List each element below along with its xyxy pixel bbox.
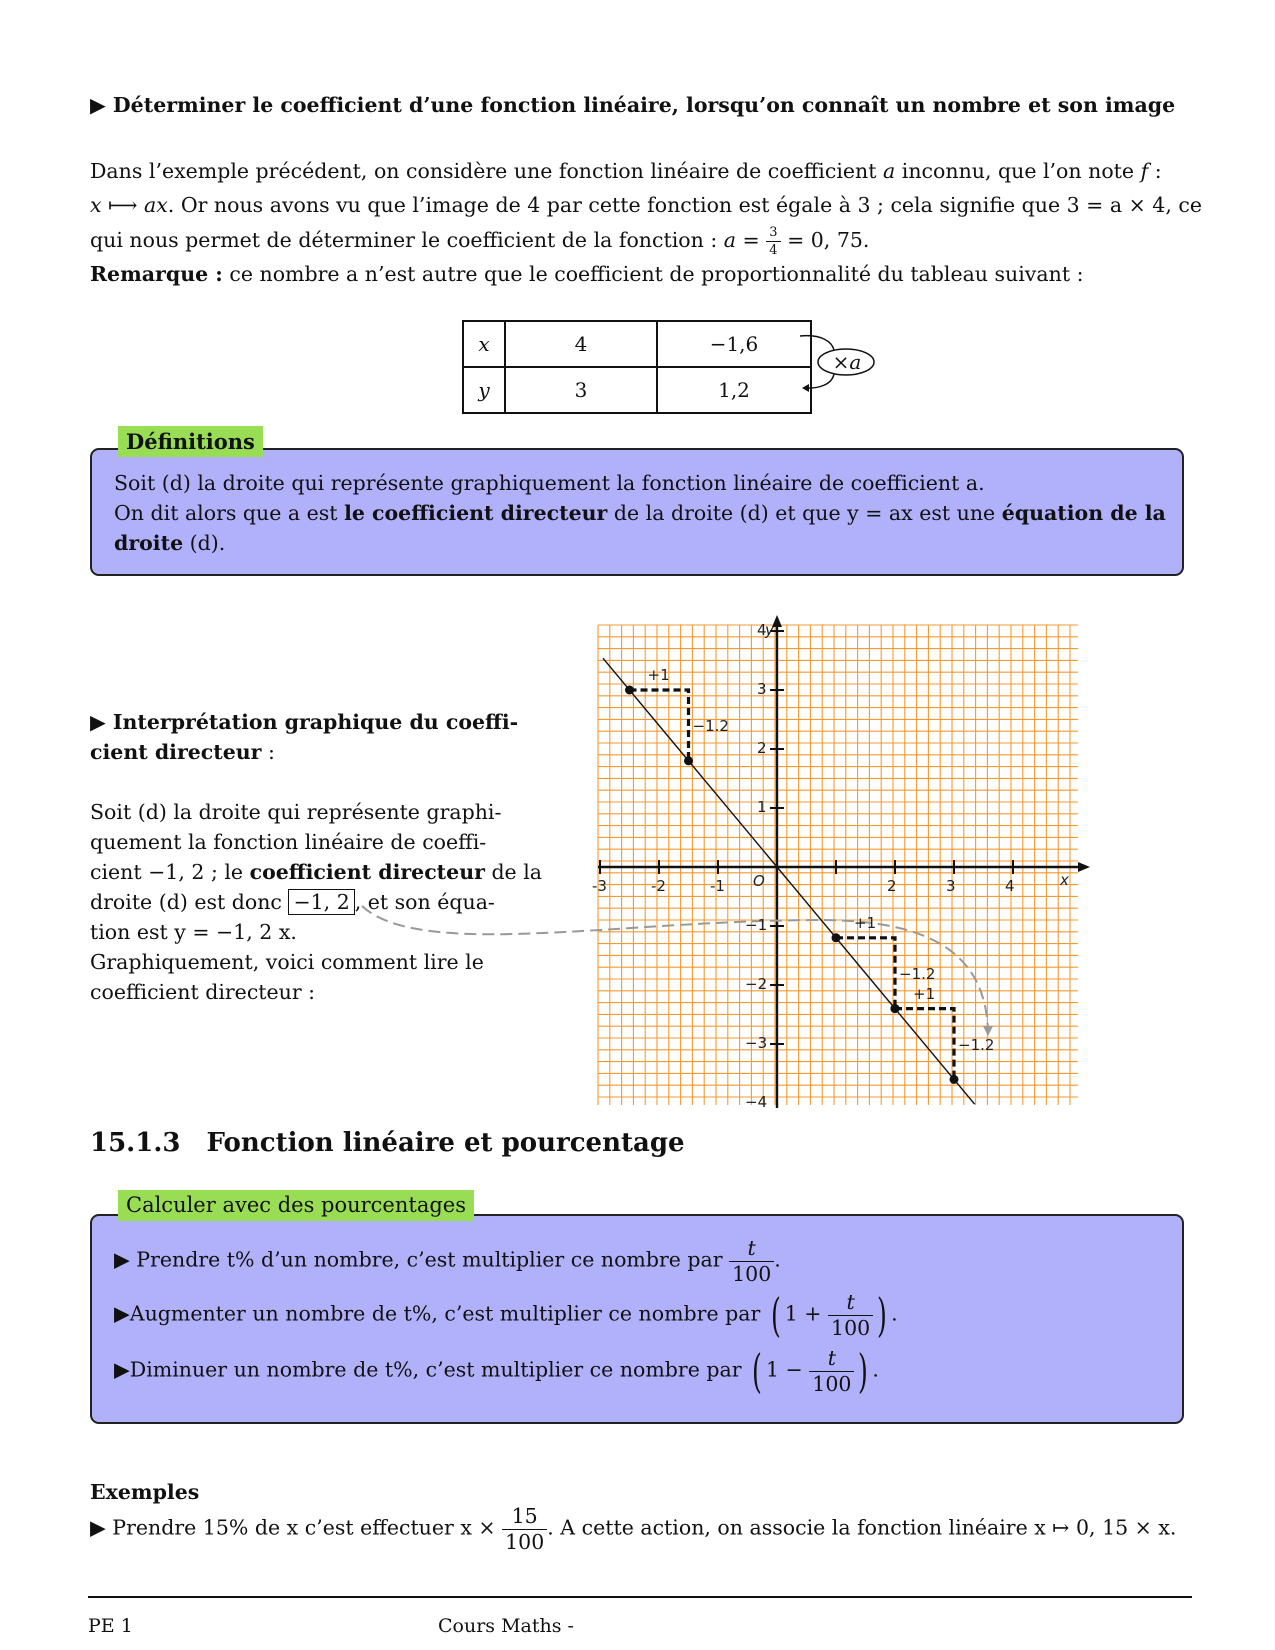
x-tick-label: 2: [887, 877, 897, 895]
x-tick-label: -3: [592, 877, 607, 895]
minus-label: −1.2: [958, 1036, 995, 1054]
fraction: $\frac{t}{100}$: [828, 1292, 873, 1338]
line-point: [950, 1075, 959, 1084]
y-tick-label: −2: [745, 975, 768, 993]
y-tick-label: −3: [745, 1034, 768, 1052]
y-tick-label: 2: [757, 739, 767, 757]
x-tick-label: 4: [1005, 877, 1015, 895]
line-point: [832, 933, 841, 942]
section-title: 15.1.3 Fonction linéaire et pourcentage: [90, 1128, 685, 1158]
percentages-box: [90, 1214, 1184, 1424]
fraction: $\frac{3}{4}$: [766, 226, 780, 257]
multiply-label: ×a: [832, 350, 862, 374]
footer-rule: [88, 1596, 1192, 1598]
y-axis-label: y: [765, 621, 774, 639]
x-axis-label: x: [1060, 871, 1069, 889]
rule-line: ▶ Prendre t% d’un nombre, c’est multiplier ce nombre par $\frac{t}{100}$ .: [114, 1236, 781, 1286]
table-row: x 4 −1,6: [463, 321, 811, 367]
plus-one-label: +1: [854, 913, 877, 932]
footer-left: PE 1: [88, 1615, 133, 1637]
triangle-bullet-icon: ▶: [90, 1515, 106, 1540]
rule-line: ▶Diminuer un nombre de t%, c’est multiplier ce nombre par ( 1 − $\frac{t}{100}$ ) .: [114, 1344, 879, 1398]
fraction: $\frac{t}{100}$: [729, 1238, 774, 1284]
remark: Remarque : ce nombre a n’est autre que le coefficient de proportionnalité du tableau suivant :: [90, 262, 1084, 286]
definition-line: Soit (d) la droite qui représente graphiquement la fonction linéaire de coefficient a.: [114, 471, 985, 495]
examples-heading: Exemples: [90, 1480, 200, 1504]
line-point: [684, 756, 693, 765]
minus-label: −1.2: [899, 965, 936, 984]
example-line: ▶ Prendre 15% de x c’est effectuer x × $\frac{15}{100}$ . A cette action, on associe la fonction linéaire x ↦ 0, 15 × x.: [90, 1504, 1177, 1554]
triangle-bullet-icon: ▶: [114, 1357, 130, 1382]
y-tick-label: 1: [757, 798, 767, 816]
footer-center: Cours Maths -: [438, 1615, 574, 1637]
y-tick-label: −4: [745, 1093, 768, 1111]
fraction: $\frac{15}{100}$: [502, 1506, 547, 1552]
plus-one-label: +1: [913, 984, 936, 1003]
plus-one-label: +1: [647, 666, 670, 684]
definition-line: On dit alors que a est le coefficient directeur de la droite (d) et que y = ax est une équation de la: [114, 501, 1166, 525]
paragraph-line: x ⟼ ax. Or nous avons vu que l’image de 4 par cette fonction est égale à 3 ; cela signifie que 3 = a × 4, ce: [90, 193, 1202, 217]
grid-background: [598, 625, 1078, 1105]
interp-text: Soit (d) la droite qui représente graphi- quement la fonction linéaire de coeffi- cient −1, 2 ; le coefficient directeur de la droite (d) est donc −1, 2 , et son équa- tion est y = −1, 2 x. Graphiquement, voici comment lire le coefficient directeur :: [90, 800, 542, 1004]
line-point: [625, 686, 634, 695]
rule-line: ▶Augmenter un nombre de t%, c’est multiplier ce nombre par ( 1 + $\frac{t}{100}$ ) .: [114, 1288, 898, 1342]
x-tick-label: -2: [651, 877, 666, 895]
triangle-bullet-icon: ▶: [90, 710, 106, 734]
definitions-tag: Définitions: [118, 426, 263, 457]
paragraph-line: Dans l’exemple précédent, on considère une fonction linéaire de coefficient a inconnu, que l’on note f :: [90, 159, 1162, 183]
x-axis-arrow-icon: [1078, 862, 1090, 872]
section-heading: ▶ Déterminer le coefficient d’une fonction linéaire, lorsqu’on connaît un nombre et son image: [90, 93, 1176, 117]
percentages-tag: Calculer avec des pourcentages: [118, 1190, 474, 1221]
triangle-bullet-icon: ▶: [90, 93, 106, 117]
table-row: y 3 1,2: [463, 367, 811, 413]
y-tick-label: 4: [757, 621, 767, 639]
y-tick-label: 3: [757, 680, 767, 698]
y-tick-label: −1: [745, 916, 768, 934]
interp-heading: ▶ Interprétation graphique du coeffi- cient directeur :: [90, 710, 519, 764]
x-tick-label: 3: [946, 877, 956, 895]
paragraph-line: qui nous permet de déterminer le coefficient de la fonction : a = $\frac{3}{4}$ = 0, 75.: [90, 225, 870, 258]
triangle-bullet-icon: ▶: [114, 1301, 130, 1326]
origin-label: O: [753, 872, 765, 890]
fraction: $\frac{t}{100}$: [809, 1348, 854, 1394]
x-tick-label: -1: [710, 877, 725, 895]
coefficient-box: −1, 2: [288, 889, 354, 915]
line-point: [891, 1004, 900, 1013]
triangle-bullet-icon: ▶: [114, 1247, 130, 1272]
definition-line: droite (d).: [114, 531, 226, 555]
minus-label: −1.2: [692, 717, 729, 736]
